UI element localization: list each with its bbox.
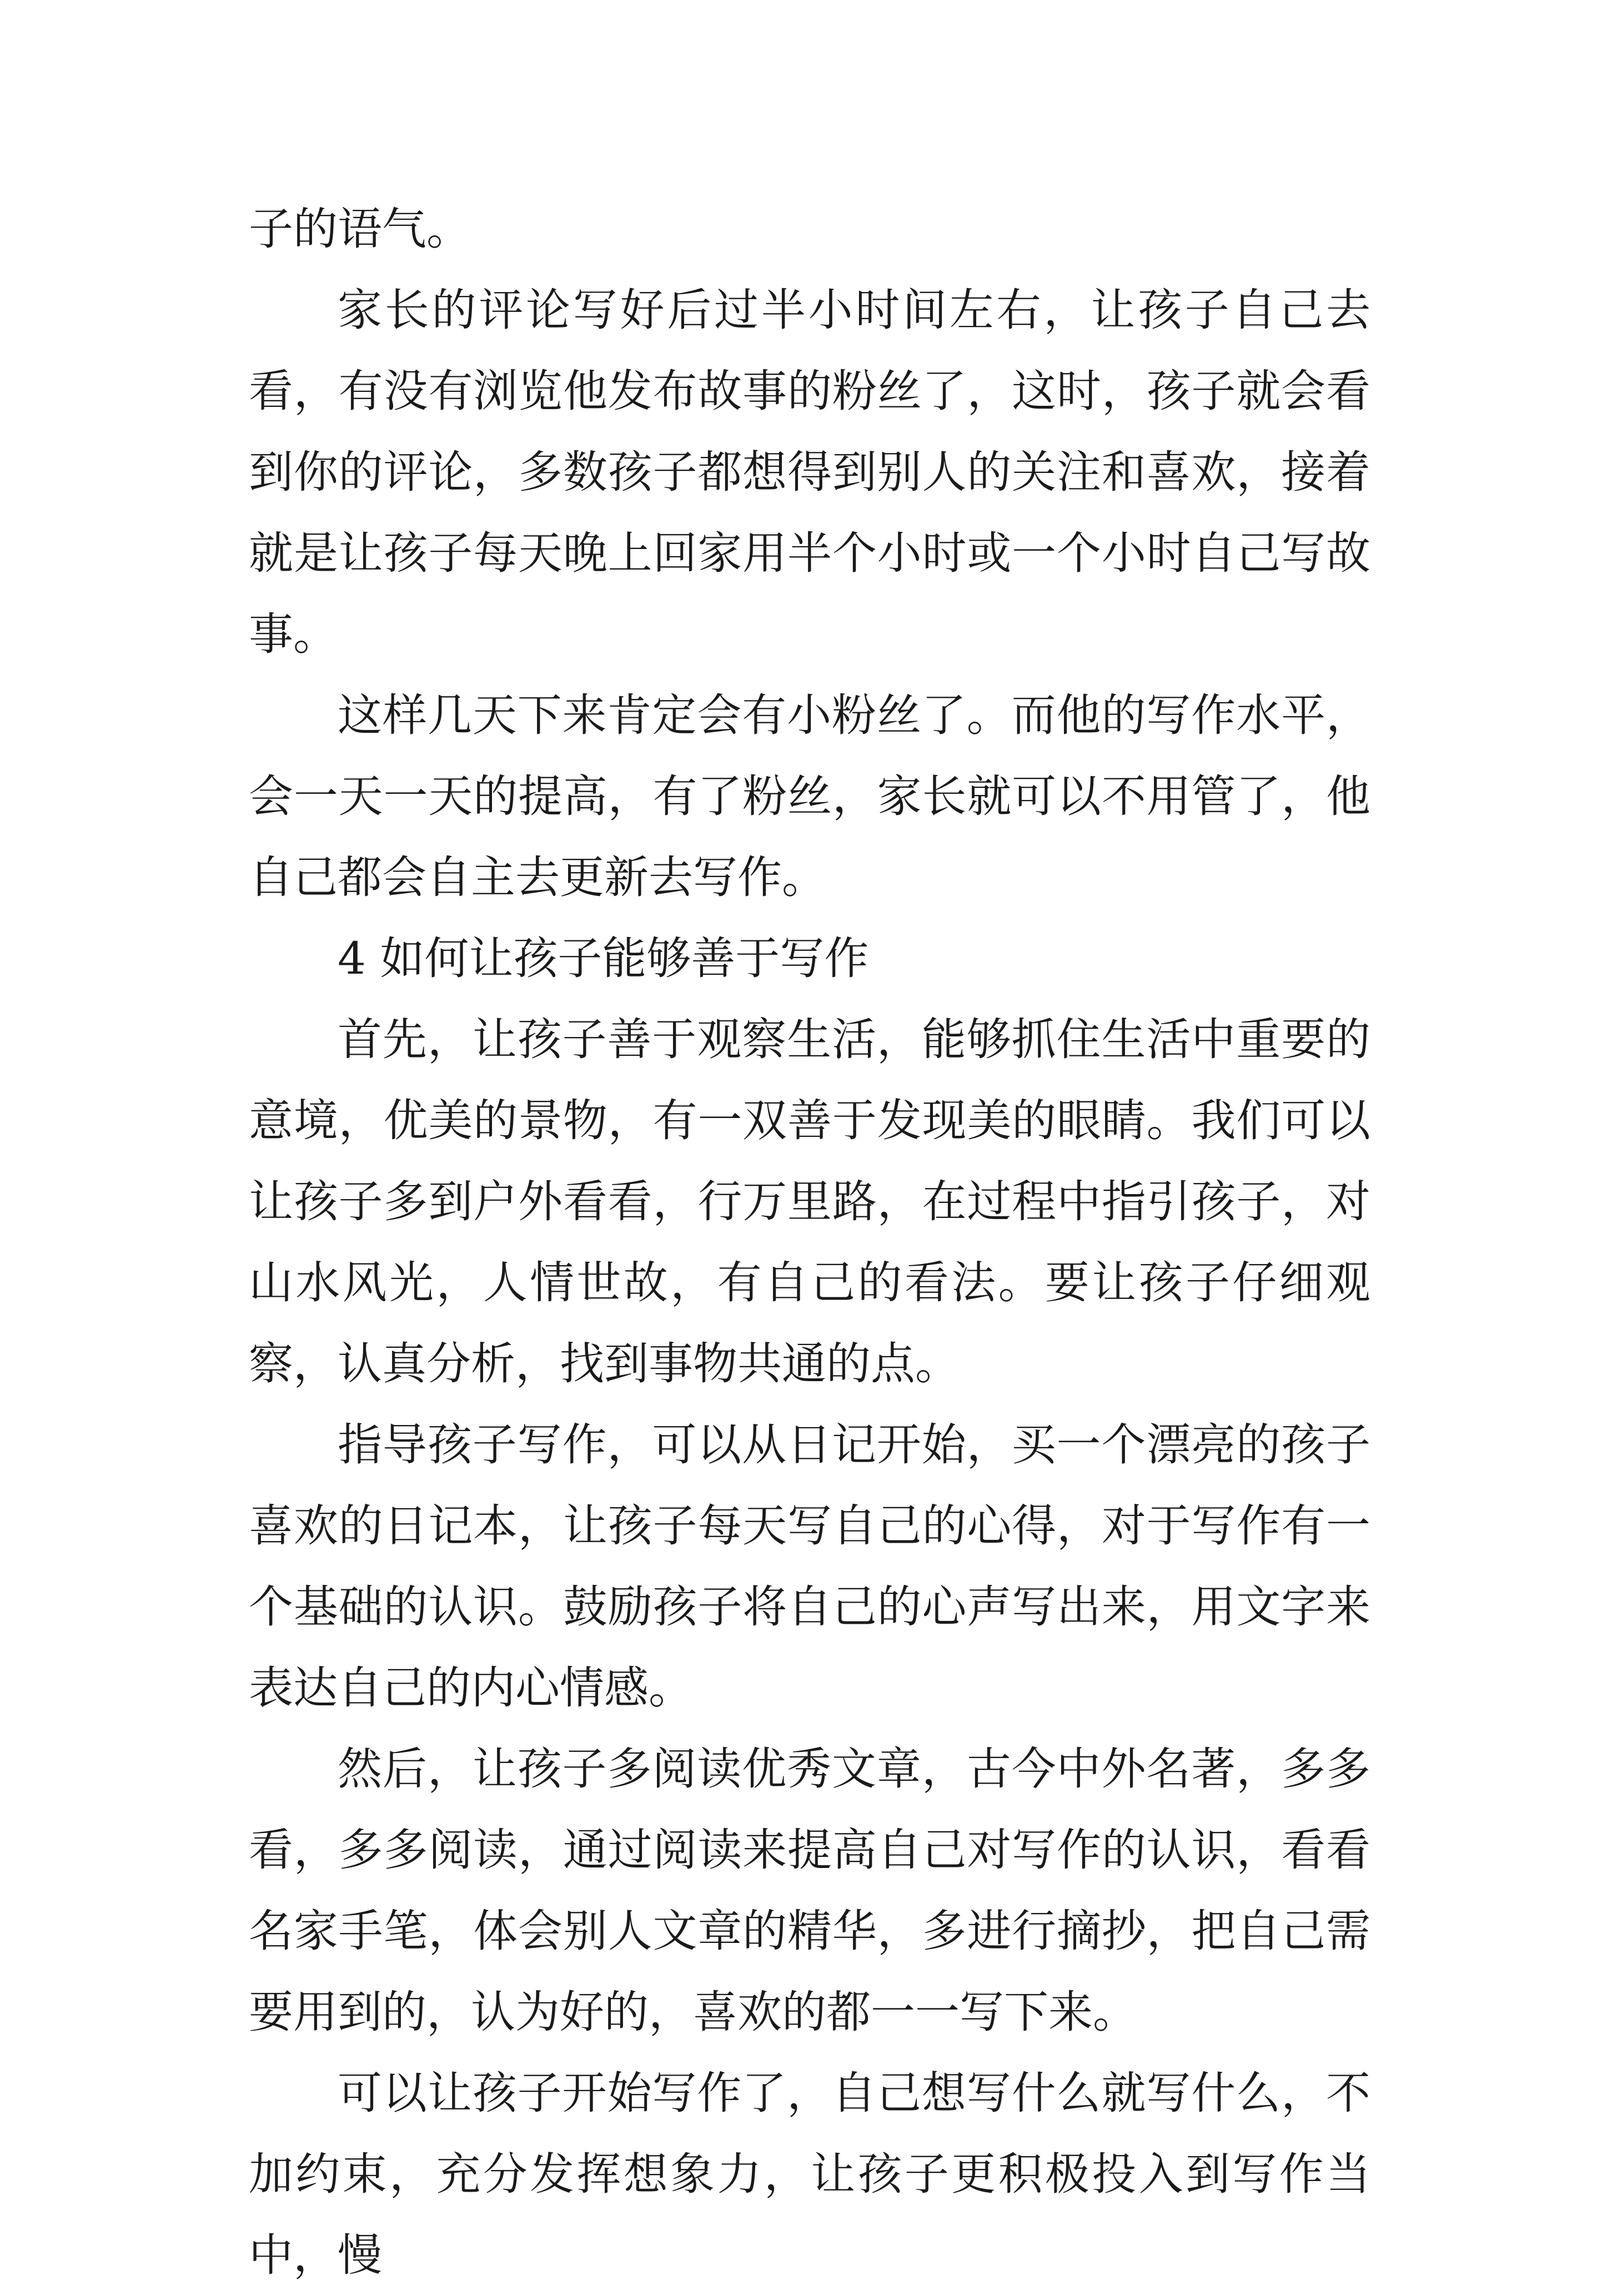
paragraph: 家长的评论写好后过半小时间左右，让孩子自己去看，有没有浏览他发布故事的粉丝了，这时，孩子就会看到你的评论，多数孩子都想得到别人的关注和喜欢，接着就是让孩子每天晚上回家用半个小时或一个小时自己写故事。	[249, 284, 1370, 660]
section-heading: 4 如何让孩子能够善于写作	[338, 933, 869, 984]
document-body	[249, 189, 1370, 2296]
paragraph: 可以让孩子开始写作了，自己想写什么就写什么，不加约束，充分发挥想象力，让孩子更积极投入到写作当中，慢	[249, 2067, 1370, 2281]
paragraph-continuation: 子的语气。	[249, 203, 471, 255]
paragraph: 首先，让孩子善于观察生活，能够抓住生活中重要的意境，优美的景物，有一双善于发现美的眼睛。我们可以让孩子多到户外看看，行万里路，在过程中指引孩子，对山水风光，人情世故，有自己的看法。要让孩子仔细观察，认真分析，找到事物共通的点。	[249, 1014, 1370, 1389]
paragraph: 然后，让孩子多阅读优秀文章，古今中外名著，多多看，多多阅读，通过阅读来提高自己对写作的认识，看看名家手笔，体会别人文章的精华，多进行摘抄，把自己需要用到的，认为好的，喜欢的都一一写下来。	[249, 1743, 1370, 2038]
paragraph: 指导孩子写作，可以从日记开始，买一个漂亮的孩子喜欢的日记本，让孩子每天写自己的心得，对于写作有一个基础的认识。鼓励孩子将自己的心声写出来，用文字来表达自己的内心情感。	[249, 1419, 1370, 1714]
paragraph: 这样几天下来肯定会有小粉丝了。而他的写作水平，会一天一天的提高，有了粉丝，家长就可以不用管了，他自己都会自主去更新去写作。	[249, 689, 1370, 903]
